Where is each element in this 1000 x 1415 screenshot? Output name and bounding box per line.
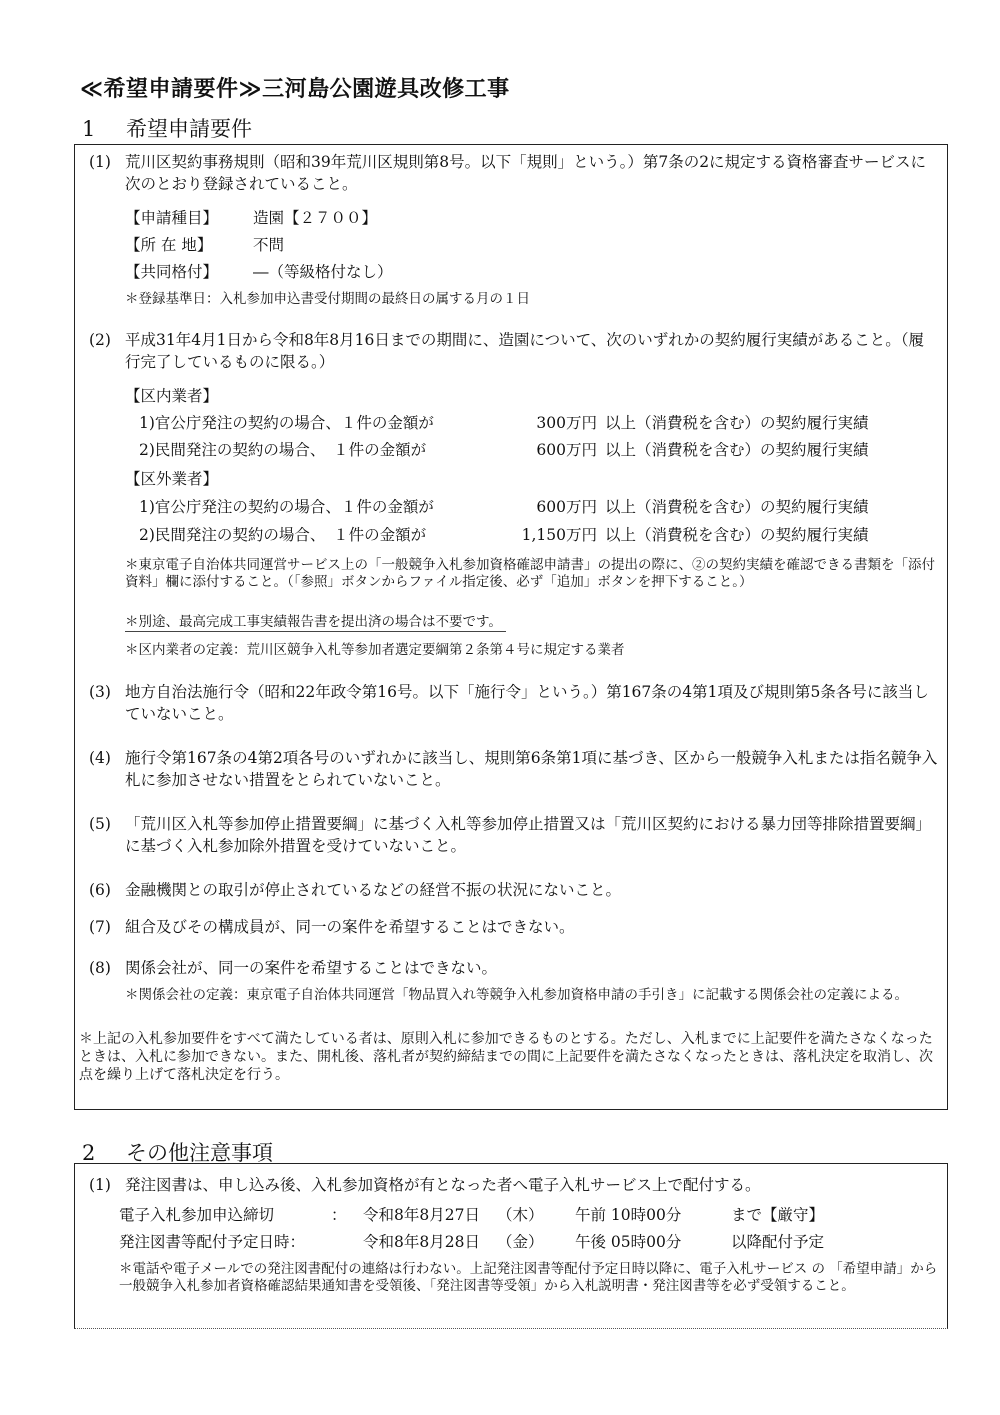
requirement-item-7 xyxy=(89,916,939,938)
requirement-item-2 xyxy=(89,329,939,373)
attach-note: ＊東京電子自治体共同運営サービス上の「一般競争入札参加資格確認申請書」の提出の際に、②の契約実績を確認できる書類を「添付資料」欄に添付すること。（「参照」ボタンからファイル指定後、必ず「追加」ボタンを押下すること。） xyxy=(125,557,935,590)
footer-note: ＊上記の入札参加要件をすべて満たしている者は、原則入札に参加できるものとする。ただし、入札までに上記要件を満たさなくなったときは、入札に参加できない。また、開札後、落札者が契約締結までの間に上記要件を満たさなくなったときは、落札決定を取消し、次点を繰り上げて落札決定を行う。 xyxy=(79,1031,933,1083)
section2-number: 2 xyxy=(82,1141,96,1165)
deadline-dow: （木） xyxy=(497,1206,544,1224)
section2-title: その他注意事項 xyxy=(126,1141,273,1165)
item-label: (7) xyxy=(89,918,111,936)
reg-joint-label: 【共同格付】 xyxy=(125,263,219,281)
deadline-label: 電子入札参加申込締切 xyxy=(119,1206,275,1224)
distribution-tail: 以降配付予定 xyxy=(731,1233,825,1251)
item-label: (1) xyxy=(89,1176,111,1194)
reg-location-label: 【所 在 地】 xyxy=(125,236,213,254)
item-label: (8) xyxy=(89,959,111,977)
item-label: (5) xyxy=(89,815,111,833)
separate-report-note-text: ＊別途、最高完成工事実績報告書を提出済の場合は不要です。 xyxy=(125,614,506,632)
row-amount: 1,150万円 xyxy=(521,526,597,544)
item-text: 施行令第167条の4第2項各号のいずれかに該当し、規則第6条第1項に基づき、区から一般競争入札または指名競争入札に参加させない措置をとられていないこと。 xyxy=(125,749,938,789)
row-tail: 以上（消費税を含む）の契約履行実績 xyxy=(605,498,869,516)
notes-box xyxy=(74,1163,948,1329)
related-company-note: ＊関係会社の定義：東京電子自治体共同運営「物品買入れ等競争入札参加資格申請の手引き」に記載する関係会社の定義による。 xyxy=(125,987,908,1003)
row-amount: 600万円 xyxy=(536,498,597,516)
item-text: 「荒川区入札等参加停止措置要綱」に基づく入札等参加停止措置又は「荒川区契約における暴力団等排除措置要綱」に基づく入札参加除外措置を受けていないこと。 xyxy=(125,815,932,855)
item-text: 地方自治法施行令（昭和22年政令第16号。以下「施行令」という。）第167条の4第1項及び規則第5条各号に該当していないこと。 xyxy=(125,683,929,723)
deadline-time: 午前 10時00分 xyxy=(575,1206,682,1224)
requirement-item-4 xyxy=(89,747,939,791)
distribution-date: 令和8年8月28日 xyxy=(363,1233,480,1251)
row-tail: 以上（消費税を含む）の契約履行実績 xyxy=(605,414,869,432)
row-desc: 2)民間発注の契約の場合、 １件の金額が xyxy=(139,526,427,544)
reg-base-date-note: ＊登録基準日：入札参加申込書受付期間の最終日の属する月の１日 xyxy=(125,291,530,307)
inner-vendor-heading: 【区内業者】 xyxy=(125,387,219,405)
deadline-colon: ： xyxy=(331,1206,347,1224)
row-desc: 1)官公庁発注の契約の場合、１件の金額が xyxy=(139,414,434,432)
item-text: 組合及びその構成員が、同一の案件を希望することはできない。 xyxy=(125,918,575,936)
item-label: (1) xyxy=(89,153,111,171)
deadline-tail: まで【厳守】 xyxy=(731,1206,825,1224)
row-amount: 600万円 xyxy=(536,441,597,459)
outer-vendor-heading: 【区外業者】 xyxy=(125,470,219,488)
row-tail: 以上（消費税を含む）の契約履行実績 xyxy=(605,526,869,544)
item-label: (6) xyxy=(89,881,111,899)
requirement-item-6 xyxy=(89,879,939,901)
section1-heading xyxy=(82,113,252,143)
requirement-item-5 xyxy=(89,813,939,857)
item-label: (2) xyxy=(89,331,111,349)
distribution-time: 午後 05時00分 xyxy=(575,1233,682,1251)
row-desc: 2)民間発注の契約の場合、 １件の金額が xyxy=(139,441,427,459)
reg-location-value: 不問 xyxy=(253,236,285,254)
distribution-note: ＊電話や電子メールでの発注図書配付の連絡は行わない。上記発注図書等配付予定日時以降に、電子入札サービス の 「希望申請」から一般競争入札参加者資格確認結果通知書を受領後、「発注図書等受領」から入札説明書・発注図書等を必ず受領すること。 xyxy=(119,1261,938,1294)
reg-joint-value: ―（等級格付なし） xyxy=(253,263,393,281)
item-label: (3) xyxy=(89,683,111,701)
item-text: 金融機関との取引が停止されているなどの経営不振の状況にないこと。 xyxy=(125,881,622,899)
requirement-item-3 xyxy=(89,681,939,725)
distribution-dow: （金） xyxy=(497,1233,544,1251)
requirement-item-8 xyxy=(89,957,939,979)
inner-definition-note: ＊区内業者の定義：荒川区競争入札等参加者選定要綱第２条第４号に規定する業者 xyxy=(125,642,625,658)
reg-type-value: 造園【２７００】 xyxy=(253,209,378,227)
note-item-1 xyxy=(89,1174,939,1196)
page-title: ≪希望申請要件≫三河島公園遊具改修工事 xyxy=(80,77,510,102)
requirement-item-1 xyxy=(89,151,939,195)
section1-title: 希望申請要件 xyxy=(126,117,252,141)
deadline-date: 令和8年8月27日 xyxy=(363,1206,480,1224)
requirements-box xyxy=(74,144,948,1110)
item-text: 発注図書は、申し込み後、入札参加資格が有となった者へ電子入札サービス上で配付する。 xyxy=(125,1176,761,1194)
item-text: 荒川区契約事務規則（昭和39年荒川区規則第8号。以下「規則」という。）第7条の2に規定する資格審査サービスに次のとおり登録されていること。 xyxy=(125,153,927,193)
row-amount: 300万円 xyxy=(536,414,597,432)
distribution-label: 発注図書等配付予定日時： xyxy=(119,1233,306,1251)
row-desc: 1)官公庁発注の契約の場合、１件の金額が xyxy=(139,498,434,516)
reg-type-label: 【申請種目】 xyxy=(125,209,219,227)
item-text: 平成31年4月1日から令和8年8月16日までの期間に、造園について、次のいずれかの契約履行実績があること。（履行完了しているものに限る。） xyxy=(125,331,925,371)
separate-report-note xyxy=(125,614,943,632)
item-text: 関係会社が、同一の案件を希望することはできない。 xyxy=(125,959,498,977)
section1-number: 1 xyxy=(82,117,96,141)
row-tail: 以上（消費税を含む）の契約履行実績 xyxy=(605,441,869,459)
item-label: (4) xyxy=(89,749,111,767)
